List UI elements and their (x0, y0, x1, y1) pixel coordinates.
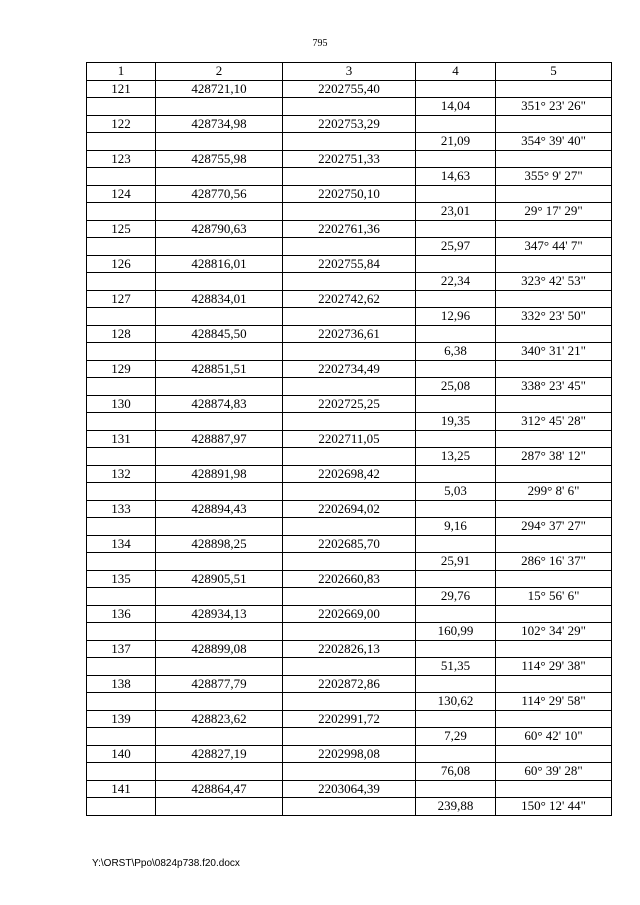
y-coordinate-cell: 2202725,25 (283, 395, 416, 413)
distance-cell: 12,96 (416, 308, 496, 326)
bearing-cell: 15° 56' 6" (496, 588, 612, 606)
x-coordinate-cell: 428877,79 (156, 675, 283, 693)
distance-cell: 22,34 (416, 273, 496, 291)
distance-cell (416, 80, 496, 98)
distance-cell: 130,62 (416, 693, 496, 711)
bearing-cell (496, 710, 612, 728)
bearing-cell (496, 325, 612, 343)
distance-cell (416, 675, 496, 693)
distance-cell (416, 570, 496, 588)
x-coordinate-cell (156, 763, 283, 781)
x-coordinate-cell (156, 623, 283, 641)
point-number-cell (87, 168, 156, 186)
table-row (87, 98, 612, 116)
table-row (87, 605, 612, 623)
distance-cell (416, 255, 496, 273)
point-number-cell: 121 (87, 80, 156, 98)
point-number-cell (87, 343, 156, 361)
y-coordinate-cell (283, 448, 416, 466)
y-coordinate-cell (283, 273, 416, 291)
distance-cell: 29,76 (416, 588, 496, 606)
x-coordinate-cell: 428891,98 (156, 465, 283, 483)
x-coordinate-cell: 428874,83 (156, 395, 283, 413)
y-coordinate-cell: 2202694,02 (283, 500, 416, 518)
x-coordinate-cell (156, 553, 283, 571)
y-coordinate-cell (283, 168, 416, 186)
distance-cell: 25,97 (416, 238, 496, 256)
y-coordinate-cell (283, 203, 416, 221)
x-coordinate-cell (156, 238, 283, 256)
distance-cell: 51,35 (416, 658, 496, 676)
distance-cell: 6,38 (416, 343, 496, 361)
table-row (87, 360, 612, 378)
point-number-cell: 122 (87, 115, 156, 133)
bearing-cell (496, 465, 612, 483)
x-coordinate-cell: 428721,10 (156, 80, 283, 98)
bearing-cell (496, 500, 612, 518)
y-coordinate-cell (283, 623, 416, 641)
table-row (87, 185, 612, 203)
distance-cell: 19,35 (416, 413, 496, 431)
table-row (87, 378, 612, 396)
distance-cell: 25,08 (416, 378, 496, 396)
column-header: 3 (283, 63, 416, 81)
bearing-cell (496, 430, 612, 448)
y-coordinate-cell: 2202761,36 (283, 220, 416, 238)
distance-cell: 13,25 (416, 448, 496, 466)
point-number-cell: 127 (87, 290, 156, 308)
y-coordinate-cell (283, 483, 416, 501)
distance-cell: 160,99 (416, 623, 496, 641)
bearing-cell: 60° 42' 10" (496, 728, 612, 746)
bearing-cell (496, 185, 612, 203)
table-row (87, 80, 612, 98)
y-coordinate-cell: 2202751,33 (283, 150, 416, 168)
point-number-cell: 123 (87, 150, 156, 168)
distance-cell (416, 745, 496, 763)
point-number-cell: 140 (87, 745, 156, 763)
bearing-cell: 102° 34' 29" (496, 623, 612, 641)
distance-cell: 76,08 (416, 763, 496, 781)
bearing-cell: 294° 37' 27" (496, 518, 612, 536)
y-coordinate-cell (283, 553, 416, 571)
bearing-cell: 29° 17' 29" (496, 203, 612, 221)
distance-cell (416, 115, 496, 133)
bearing-cell: 299° 8' 6" (496, 483, 612, 501)
point-number-cell: 125 (87, 220, 156, 238)
x-coordinate-cell (156, 168, 283, 186)
table-row (87, 465, 612, 483)
distance-cell (416, 360, 496, 378)
point-number-cell (87, 448, 156, 466)
table-row (87, 168, 612, 186)
point-number-cell (87, 413, 156, 431)
x-coordinate-cell: 428823,62 (156, 710, 283, 728)
x-coordinate-cell (156, 203, 283, 221)
distance-cell: 23,01 (416, 203, 496, 221)
column-header: 4 (416, 63, 496, 81)
bearing-cell (496, 535, 612, 553)
bearing-cell: 340° 31' 21" (496, 343, 612, 361)
bearing-cell (496, 150, 612, 168)
table-row (87, 798, 612, 816)
table-row (87, 728, 612, 746)
y-coordinate-cell: 2202753,29 (283, 115, 416, 133)
point-number-cell: 139 (87, 710, 156, 728)
bearing-cell: 354° 39' 40" (496, 133, 612, 151)
x-coordinate-cell: 428790,63 (156, 220, 283, 238)
x-coordinate-cell (156, 798, 283, 816)
table-row (87, 343, 612, 361)
point-number-cell (87, 763, 156, 781)
x-coordinate-cell: 428734,98 (156, 115, 283, 133)
x-coordinate-cell: 428887,97 (156, 430, 283, 448)
table-row (87, 780, 612, 798)
table-row (87, 290, 612, 308)
table-row (87, 150, 612, 168)
y-coordinate-cell: 2202698,42 (283, 465, 416, 483)
distance-cell (416, 500, 496, 518)
x-coordinate-cell (156, 518, 283, 536)
table-row (87, 588, 612, 606)
bearing-cell (496, 220, 612, 238)
bearing-cell: 312° 45' 28" (496, 413, 612, 431)
bearing-cell: 114° 29' 58" (496, 693, 612, 711)
x-coordinate-cell (156, 658, 283, 676)
bearing-cell (496, 80, 612, 98)
x-coordinate-cell: 428898,25 (156, 535, 283, 553)
table-row (87, 658, 612, 676)
point-number-cell (87, 728, 156, 746)
table-row (87, 518, 612, 536)
table-row (87, 413, 612, 431)
x-coordinate-cell (156, 273, 283, 291)
x-coordinate-cell (156, 378, 283, 396)
bearing-cell (496, 640, 612, 658)
point-number-cell: 137 (87, 640, 156, 658)
table-row (87, 395, 612, 413)
bearing-cell (496, 115, 612, 133)
y-coordinate-cell: 2202755,84 (283, 255, 416, 273)
point-number-cell (87, 693, 156, 711)
y-coordinate-cell: 2202826,13 (283, 640, 416, 658)
y-coordinate-cell (283, 728, 416, 746)
point-number-cell: 130 (87, 395, 156, 413)
file-path-footer: Y:\ORST\Ppo\0824p738.f20.docx (92, 858, 240, 869)
x-coordinate-cell (156, 133, 283, 151)
distance-cell (416, 780, 496, 798)
distance-cell: 5,03 (416, 483, 496, 501)
table-row (87, 693, 612, 711)
point-number-cell (87, 588, 156, 606)
x-coordinate-cell (156, 448, 283, 466)
point-number-cell: 134 (87, 535, 156, 553)
distance-cell: 14,04 (416, 98, 496, 116)
distance-cell: 7,29 (416, 728, 496, 746)
x-coordinate-cell (156, 98, 283, 116)
table-row (87, 745, 612, 763)
point-number-cell: 129 (87, 360, 156, 378)
point-number-cell: 124 (87, 185, 156, 203)
distance-cell (416, 220, 496, 238)
y-coordinate-cell: 2203064,39 (283, 780, 416, 798)
y-coordinate-cell (283, 98, 416, 116)
table-row (87, 220, 612, 238)
y-coordinate-cell (283, 308, 416, 326)
y-coordinate-cell (283, 588, 416, 606)
point-number-cell (87, 378, 156, 396)
y-coordinate-cell: 2202734,49 (283, 360, 416, 378)
table-row (87, 623, 612, 641)
table-row (87, 325, 612, 343)
y-coordinate-cell: 2202742,62 (283, 290, 416, 308)
y-coordinate-cell: 2202998,08 (283, 745, 416, 763)
bearing-cell (496, 605, 612, 623)
y-coordinate-cell: 2202755,40 (283, 80, 416, 98)
y-coordinate-cell (283, 658, 416, 676)
bearing-cell: 332° 23' 50" (496, 308, 612, 326)
distance-cell (416, 185, 496, 203)
distance-cell (416, 325, 496, 343)
table-row (87, 675, 612, 693)
x-coordinate-cell: 428934,13 (156, 605, 283, 623)
bearing-cell: 351° 23' 26" (496, 98, 612, 116)
bearing-cell (496, 745, 612, 763)
y-coordinate-cell: 2202669,00 (283, 605, 416, 623)
point-number-cell (87, 658, 156, 676)
bearing-cell: 323° 42' 53" (496, 273, 612, 291)
y-coordinate-cell: 2202711,05 (283, 430, 416, 448)
x-coordinate-cell (156, 483, 283, 501)
table-row (87, 133, 612, 151)
table-header-row (87, 63, 612, 81)
table-row (87, 500, 612, 518)
bearing-cell (496, 780, 612, 798)
bearing-cell: 114° 29' 38" (496, 658, 612, 676)
distance-cell (416, 150, 496, 168)
table-body (87, 80, 612, 815)
y-coordinate-cell: 2202685,70 (283, 535, 416, 553)
y-coordinate-cell: 2202872,86 (283, 675, 416, 693)
table-row (87, 308, 612, 326)
distance-cell (416, 430, 496, 448)
column-header: 1 (87, 63, 156, 81)
coordinates-table (86, 62, 612, 816)
bearing-cell (496, 290, 612, 308)
column-header: 2 (156, 63, 283, 81)
x-coordinate-cell: 428864,47 (156, 780, 283, 798)
point-number-cell (87, 133, 156, 151)
distance-cell: 14,63 (416, 168, 496, 186)
x-coordinate-cell (156, 588, 283, 606)
y-coordinate-cell: 2202991,72 (283, 710, 416, 728)
distance-cell (416, 290, 496, 308)
distance-cell (416, 535, 496, 553)
point-number-cell: 141 (87, 780, 156, 798)
table-row (87, 570, 612, 588)
point-number-cell: 126 (87, 255, 156, 273)
y-coordinate-cell: 2202750,10 (283, 185, 416, 203)
x-coordinate-cell: 428845,50 (156, 325, 283, 343)
bearing-cell: 287° 38' 12" (496, 448, 612, 466)
x-coordinate-cell: 428816,01 (156, 255, 283, 273)
distance-cell (416, 640, 496, 658)
distance-cell (416, 605, 496, 623)
table-row (87, 115, 612, 133)
x-coordinate-cell: 428851,51 (156, 360, 283, 378)
x-coordinate-cell (156, 728, 283, 746)
page-number: 795 (312, 38, 328, 49)
point-number-cell (87, 273, 156, 291)
y-coordinate-cell (283, 133, 416, 151)
column-header: 5 (496, 63, 612, 81)
y-coordinate-cell (283, 413, 416, 431)
x-coordinate-cell: 428899,08 (156, 640, 283, 658)
x-coordinate-cell (156, 308, 283, 326)
x-coordinate-cell (156, 413, 283, 431)
table-row (87, 483, 612, 501)
table-row (87, 448, 612, 466)
distance-cell: 239,88 (416, 798, 496, 816)
distance-cell (416, 465, 496, 483)
point-number-cell (87, 483, 156, 501)
x-coordinate-cell (156, 693, 283, 711)
table-row (87, 763, 612, 781)
bearing-cell: 347° 44' 7" (496, 238, 612, 256)
x-coordinate-cell: 428770,56 (156, 185, 283, 203)
y-coordinate-cell (283, 343, 416, 361)
x-coordinate-cell: 428905,51 (156, 570, 283, 588)
point-number-cell (87, 238, 156, 256)
bearing-cell: 355° 9' 27" (496, 168, 612, 186)
x-coordinate-cell: 428894,43 (156, 500, 283, 518)
y-coordinate-cell (283, 518, 416, 536)
point-number-cell: 133 (87, 500, 156, 518)
point-number-cell (87, 203, 156, 221)
point-number-cell: 136 (87, 605, 156, 623)
point-number-cell (87, 518, 156, 536)
point-number-cell: 132 (87, 465, 156, 483)
y-coordinate-cell (283, 798, 416, 816)
y-coordinate-cell (283, 378, 416, 396)
y-coordinate-cell (283, 763, 416, 781)
point-number-cell: 128 (87, 325, 156, 343)
table-row (87, 553, 612, 571)
table-row (87, 710, 612, 728)
table-row (87, 273, 612, 291)
distance-cell (416, 710, 496, 728)
bearing-cell (496, 675, 612, 693)
y-coordinate-cell (283, 693, 416, 711)
point-number-cell: 131 (87, 430, 156, 448)
point-number-cell: 135 (87, 570, 156, 588)
table-row (87, 238, 612, 256)
x-coordinate-cell: 428834,01 (156, 290, 283, 308)
point-number-cell (87, 623, 156, 641)
distance-cell (416, 395, 496, 413)
bearing-cell: 286° 16' 37" (496, 553, 612, 571)
bearing-cell: 60° 39' 28" (496, 763, 612, 781)
bearing-cell: 150° 12' 44" (496, 798, 612, 816)
distance-cell: 9,16 (416, 518, 496, 536)
y-coordinate-cell (283, 238, 416, 256)
distance-cell: 25,91 (416, 553, 496, 571)
x-coordinate-cell: 428827,19 (156, 745, 283, 763)
point-number-cell: 138 (87, 675, 156, 693)
point-number-cell (87, 798, 156, 816)
table-row (87, 255, 612, 273)
table-row (87, 535, 612, 553)
table-row (87, 640, 612, 658)
x-coordinate-cell (156, 343, 283, 361)
point-number-cell (87, 553, 156, 571)
bearing-cell (496, 255, 612, 273)
bearing-cell (496, 395, 612, 413)
bearing-cell (496, 360, 612, 378)
point-number-cell (87, 98, 156, 116)
table-row (87, 430, 612, 448)
bearing-cell: 338° 23' 45" (496, 378, 612, 396)
bearing-cell (496, 570, 612, 588)
distance-cell: 21,09 (416, 133, 496, 151)
x-coordinate-cell: 428755,98 (156, 150, 283, 168)
point-number-cell (87, 308, 156, 326)
y-coordinate-cell: 2202736,61 (283, 325, 416, 343)
table-row (87, 203, 612, 221)
y-coordinate-cell: 2202660,83 (283, 570, 416, 588)
